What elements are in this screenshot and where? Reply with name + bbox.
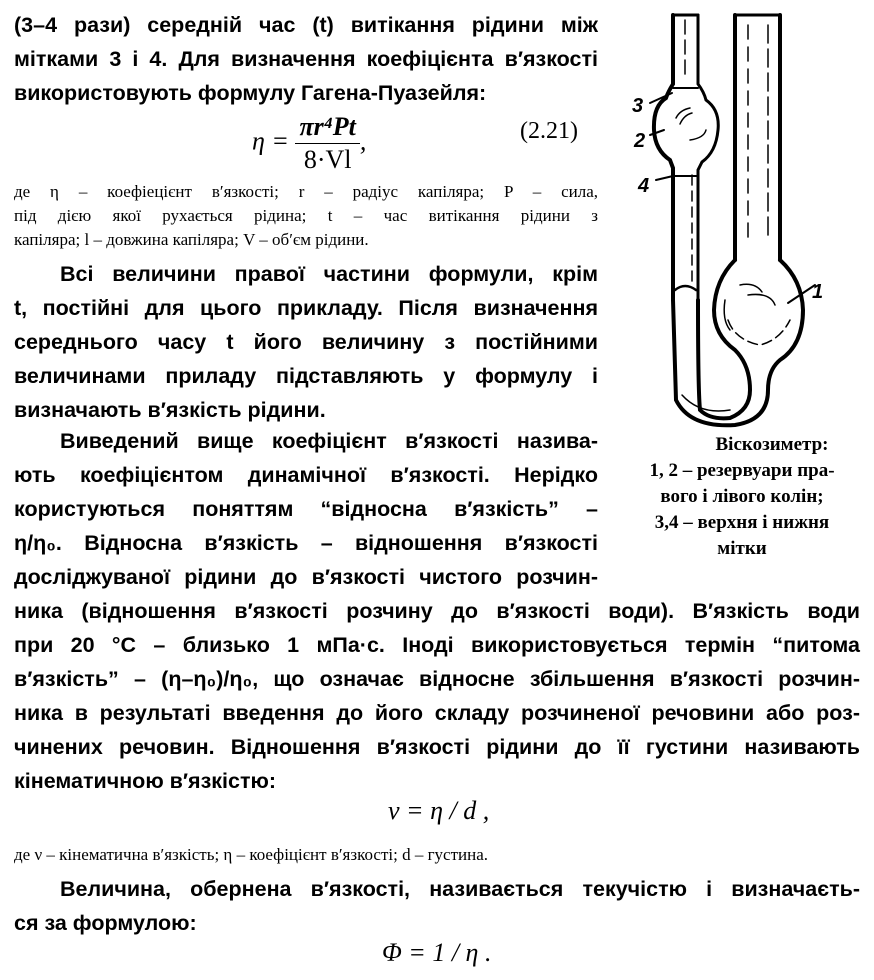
formula-kinematic: ν = η / d , (388, 796, 490, 825)
text-line: середнього часу t його величину з постійними (14, 330, 598, 354)
text-line: де ν – кінематична в′язкість; η – коефіцієнт в′язкості; d – густина. (14, 845, 489, 864)
formula-kinematic-legend (14, 843, 714, 867)
text-line: Величина, обернена в′язкості, називається текучістю і визначаєть- (60, 877, 860, 901)
formula-legend (14, 180, 598, 252)
text-line: користуються поняттям “відносна в′язкість” – (14, 497, 598, 521)
viscometer-figure (610, 0, 874, 430)
paragraph-intro (14, 8, 598, 110)
label-reservoir-2: 2 (634, 130, 646, 152)
text-line: використовують формулу Гагена-Пуазейля: (14, 81, 487, 105)
text-line: Всі величини правої частини формули, крім (60, 262, 598, 286)
caption-line: 1, 2 – резервуари пра- (649, 460, 835, 481)
paragraph-constants (14, 257, 598, 427)
caption-line: 3,4 – верхня і нижня (654, 512, 830, 533)
formula-comma: , (359, 126, 367, 156)
formula-poiseuille (252, 112, 366, 175)
text-line: ника в результаті введення до його складу розчиненої речовини або роз- (14, 701, 860, 725)
formula-fraction (295, 112, 359, 175)
text-line: ника (відношення в′язкості розчину до в′язкості води). В′язкість води (14, 599, 860, 623)
text-line: визначають в′язкість рідини. (14, 398, 326, 422)
figure-caption (622, 432, 862, 562)
label-mark-4: 4 (638, 175, 650, 197)
text-line: ся за формулою: (14, 911, 197, 935)
text-line: капіляра; l – довжина капіляра; V – об′єм рідини. (14, 230, 369, 249)
paragraph-relative-viscosity-cont (14, 594, 860, 798)
formula-numerator: πr⁴Pt (295, 112, 359, 144)
caption-line: вого і лівого колін; (660, 486, 824, 507)
text-line: під дією якої рухається рідина; t – час витікання рідини з (14, 206, 598, 225)
formula-denominator: 8·Vl (303, 145, 352, 174)
text-line: мітками 3 і 4. Для визначення коефіцієнта в′язкості (14, 47, 598, 71)
formula-fluidity: Φ = 1 / η . (382, 938, 492, 967)
equation-number: (2.21) (520, 118, 578, 144)
reservoir-1-outline (698, 260, 750, 418)
text-line: ють коефіцієнтом динамічної в′язкості. Нерідко (14, 463, 598, 487)
label-mark-3: 3 (632, 95, 644, 117)
text-line: кінематичною в′язкістю: (14, 769, 276, 793)
text-line: η/η₀. Відносна в′язкість – відношення в′язкості (14, 531, 598, 555)
text-line: при 20 °С – близько 1 мПа·с. Іноді використовується термін “питома (14, 633, 860, 657)
formula-lhs: η = (252, 126, 289, 156)
text-line: досліджуваної рідини до в′язкості чистого розчин- (14, 565, 598, 589)
text-line: де η – коефіецієнт в′язкості; r – радіус капіляра; P – сила, (14, 182, 598, 201)
text-line: величинами приладу підставляють у формулу і (14, 364, 598, 388)
text-line: в′язкість” – (η–η₀)/η₀, що означає відносне збільшення в′язкості розчин- (14, 667, 860, 691)
paragraph-relative-viscosity (14, 424, 598, 594)
label-reservoir-1: 1 (812, 281, 824, 303)
caption-title: Віскозиметр: (715, 434, 829, 455)
caption-line: мітки (717, 538, 767, 559)
text-line: t, постійні для цього прикладу. Після визначення (14, 296, 598, 320)
paragraph-fluidity (14, 872, 860, 940)
text-line: Виведений вище коефіцієнт в′язкості назива- (60, 429, 598, 453)
left-arm-outline (654, 15, 673, 300)
text-line: чинених речовин. Відношення в′язкості рідини до її густини називають (14, 735, 860, 759)
text-line: (3–4 рази) середній час (t) витікання рідини між (14, 13, 598, 37)
